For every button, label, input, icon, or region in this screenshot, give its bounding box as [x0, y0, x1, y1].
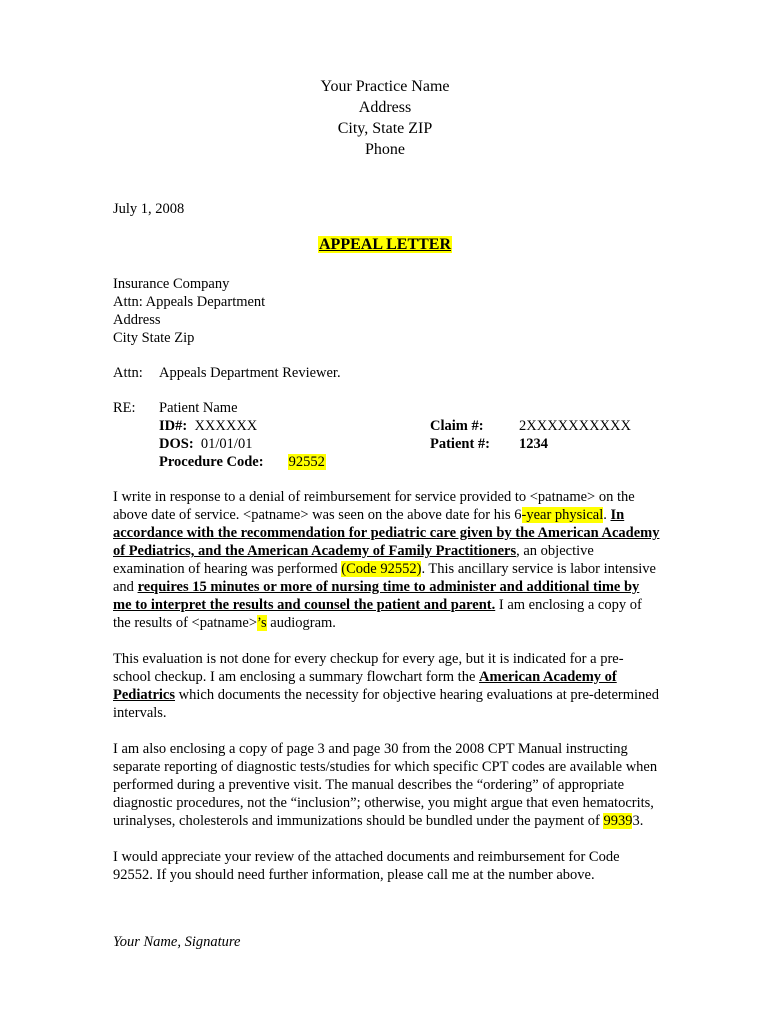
p3-highlight-code: 9939 [603, 813, 633, 829]
attn-label: Attn: [113, 365, 143, 381]
re-id-label: ID#: [159, 418, 188, 434]
p1-text-f: audiogram. [266, 615, 336, 631]
letter-title [0, 236, 770, 254]
p1-bold-nursing-time: requires 15 minutes or more of nursing time to administer and additional time by me to interpret the results and counsel the patient and parent. [113, 579, 640, 613]
recipient-company: Insurance Company [113, 276, 230, 292]
p1-text-b: . [603, 507, 611, 523]
recipient-attn-line: Attn: Appeals Department [113, 294, 266, 310]
re-dos-value: 01/01/01 [200, 436, 253, 452]
letter-date: July 1, 2008 [113, 201, 185, 217]
attn-value: Appeals Department Reviewer. [159, 365, 341, 381]
re-procedure-row [159, 453, 326, 471]
p1-text-d: . This ancillary service is labor intensive and [113, 561, 656, 595]
p1-text-a: I write in response to a denial of reimbursement for service provided to <patname> on the above date of service. <patname> was seen on the above date for his 6 [113, 489, 635, 523]
practice-city-state-zip: City, State ZIP [337, 120, 433, 137]
letter-title-text: APPEAL LETTER [318, 236, 452, 253]
re-label: RE: [113, 400, 136, 416]
re-patient-no-value: 1234 [519, 436, 548, 452]
p1-text-e: I am enclosing a copy of the results of <patname> [113, 597, 642, 631]
p2-text-a: This evaluation is not done for every checkup for every age, but it is indicated for a pre-school checkup. I am enclosing a summary flowchart form the [113, 651, 624, 685]
re-dos-label: DOS: [159, 436, 194, 452]
p1-highlight-code: (Code 92552) [341, 561, 422, 577]
recipient-city-state-zip: City State Zip [113, 330, 195, 346]
p1-highlight-year-physical: -year physical [521, 507, 604, 523]
re-right-values [519, 417, 631, 453]
p3-text-a: I am also enclosing a copy of page 3 and page 30 from the 2008 CPT Manual instructing separate reporting of diagnostic tests/studies for which specific CPT codes are available when performed during a preventive visit. The manual describes the “ordering” of appropriate diagnostic procedures, not the “inclusion”; otherwise, you might argue that even hematocrits, urinalyses, cholesterols and immunizations should be bundled under the payment of [113, 741, 658, 829]
re-patient-name: Patient Name [159, 400, 238, 416]
practice-phone: Phone [365, 141, 405, 158]
re-right-labels [430, 417, 490, 453]
signature-line: Your Name, Signature [113, 934, 241, 950]
re-patient-no-label: Patient #: [430, 436, 490, 452]
re-dos-row [159, 435, 326, 453]
letterhead [0, 76, 770, 160]
re-procedure-value: 92552 [288, 454, 325, 470]
body-paragraph-2 [113, 650, 661, 722]
body-paragraph-4: I would appreciate your review of the attached documents and reimbursement for Code 92552. If you should need further information, please call me at the number above. [113, 849, 620, 883]
re-claim-value: 2XXXXXXXXXX [519, 418, 631, 434]
practice-name: Your Practice Name [320, 78, 450, 95]
recipient-address: Address [113, 312, 161, 328]
re-block [113, 399, 673, 473]
re-procedure-label: Procedure Code: [159, 454, 264, 470]
recipient-block [113, 275, 265, 347]
body-paragraph-3 [113, 740, 661, 830]
re-id-value: XXXXXX [194, 418, 258, 434]
p2-text-b: which documents the necessity for objective hearing evaluations at pre-determined intervals. [113, 687, 659, 721]
p1-highlight-possessive: ’s [257, 615, 267, 631]
p1-text-c: , an objective examination of hearing was performed [113, 543, 594, 577]
p1-bold-aap-recommendation: In accordance with the recommendation for pediatric care given by the American Academy of Pediatrics, and the American Academy of Family Practitioners [113, 507, 660, 559]
practice-address: Address [358, 99, 412, 116]
attn-line [113, 365, 341, 382]
letter-body [113, 488, 661, 902]
re-claim-label: Claim #: [430, 418, 484, 434]
p2-bold-aap: American Academy of Pediatrics [113, 669, 617, 703]
re-details [159, 399, 326, 471]
re-id-row [159, 417, 326, 435]
body-paragraph-1 [113, 488, 661, 632]
p3-text-b: 3. [632, 813, 644, 829]
